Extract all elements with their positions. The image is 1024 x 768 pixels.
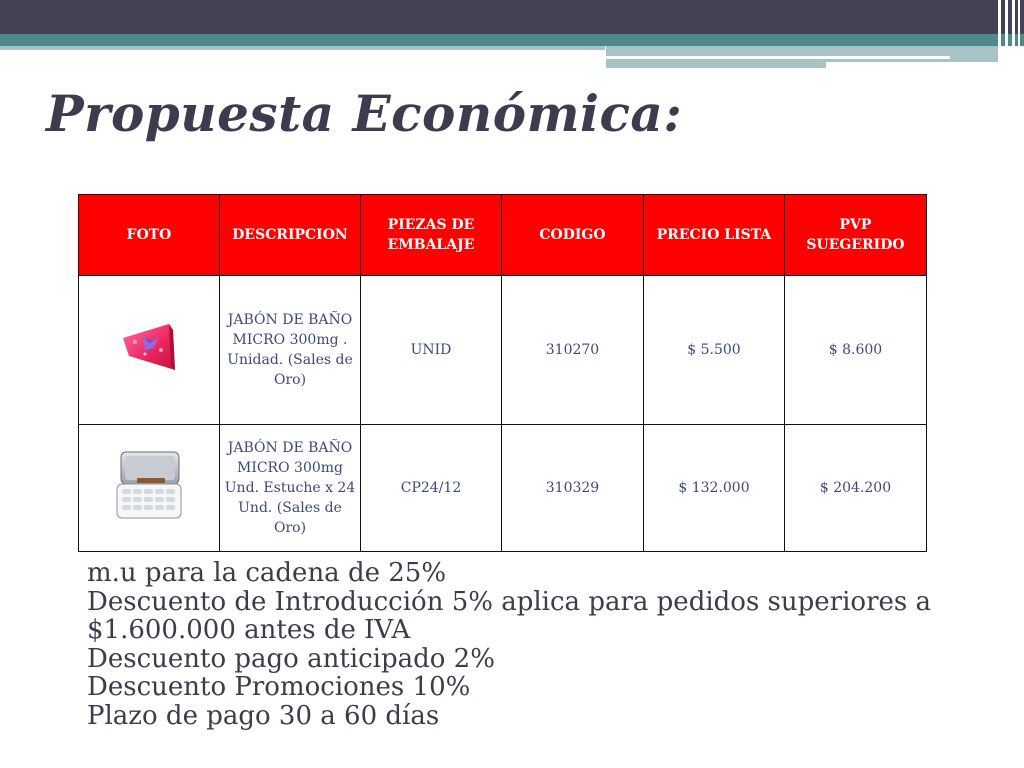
top-banner-stripe [0,46,605,50]
cell-descripcion: JABÓN DE BAÑO MICRO 300mg Und. Estuche x 24 Und. (Sales de Oro) [220,425,361,552]
top-banner-edge-lines [994,0,1024,68]
note-promo-discount: Descuento Promociones 10% [87,672,471,702]
note-prepay-discount: Descuento pago anticipado 2% [87,643,495,674]
top-banner-dark [0,0,1024,34]
cell-codigo: 310329 [502,425,644,552]
table-row [79,425,927,552]
cell-pvp: $ 204.200 [785,425,927,552]
header-foto: FOTO [79,195,220,276]
note-payment-term: Plazo de pago 30 a 60 días [87,700,440,731]
header-pvp: PVP SUEGERIDO [785,195,927,276]
top-banner-stripe [606,62,826,68]
cell-descripcion: JABÓN DE BAÑO MICRO 300mg . Unidad. (Sales de Oro) [220,276,361,425]
cell-pvp: $ 8.600 [785,276,927,425]
top-banner-stripe [606,56,950,59]
cell-precio-lista: $ 5.500 [644,276,785,425]
header-piezas: PIEZAS DE EMBALAJE [361,195,502,276]
header-precio-lista: PRECIO LISTA [644,195,785,276]
conditions-list [87,559,947,730]
price-table [78,194,927,552]
table-header-row [79,195,927,276]
cell-piezas: CP24/12 [361,425,502,552]
top-banner-teal [0,34,1024,46]
cell-foto [79,276,220,425]
top-banner-stripe [606,46,998,62]
cell-codigo: 310270 [502,276,644,425]
cell-precio-lista: $ 132.000 [644,425,785,552]
cell-piezas: UNID [361,276,502,425]
header-codigo: CODIGO [502,195,644,276]
table-row [79,276,927,425]
header-descripcion: DESCRIPCION [220,195,361,276]
note-intro-discount: Descuento de Introducción 5% aplica para pedidos superiores a $1.600.000 antes de IVA [87,586,931,645]
slide-title: Propuesta Económica: [46,84,683,143]
note-markup: m.u para la cadena de 25% [87,558,447,588]
pink-soap-bar-icon [119,320,179,374]
cell-foto [79,425,220,552]
silver-gift-box-icon [113,450,185,520]
